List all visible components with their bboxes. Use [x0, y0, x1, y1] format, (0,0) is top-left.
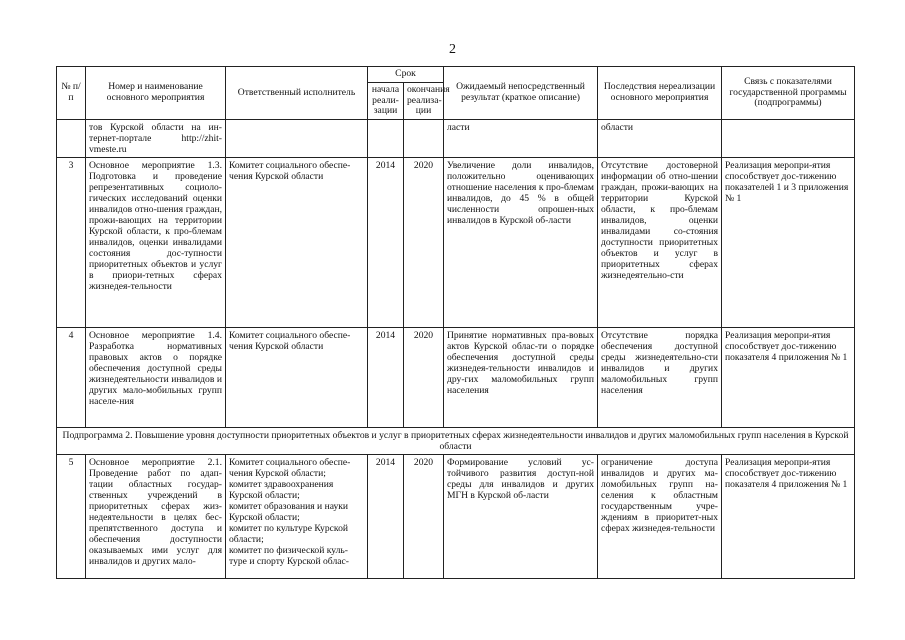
page-number: 2	[449, 42, 456, 57]
header-result: Ожидаемый непосредственный результат (краткое описание)	[444, 67, 598, 120]
subprogram-title: Подпрограмма 2. Повышение уровня доступности приоритетных объектов и услуг в приоритетных сферах жизнедеятельности инвалидов и других маломобильных групп населения в Курской области	[57, 427, 855, 454]
cell-end: 2020	[404, 157, 444, 327]
cell-link: Реализация меропри-ятия способствует дос-тижению показателей 1 и 3 приложения № 1	[722, 157, 855, 327]
cell-no	[57, 119, 86, 157]
header-term: Срок	[368, 67, 444, 83]
table-row	[57, 157, 855, 327]
cell-start: 2014	[368, 327, 404, 427]
cell-end: 2020	[404, 327, 444, 427]
table-row	[57, 454, 855, 578]
cell-result: Увеличение доли инвалидов, положительно оценивающих отношение населения к про-блемам инвалидов, до 45 % в общей численности опрошен-ных инвалидов в Курской об-ласти	[444, 157, 598, 327]
cell-end: 2020	[404, 454, 444, 578]
cell-no: 3	[57, 157, 86, 327]
cell-link: Реализация меропри-ятия способствует дос-тижению показателя 4 приложения № 1	[722, 454, 855, 578]
cell-name: тов Курской области на ин-тернет-портале http://zhit-vmeste.ru	[86, 119, 226, 157]
cell-start: 2014	[368, 157, 404, 327]
cell-consequences: ограничение доступа инвалидов и других ма-ломобильных групп на-селения к областным государственным учре-ждениям в приоритет-ных сферах жизнедея-тельности	[598, 454, 722, 578]
cell-executor: Комитет социального обеспе-чения Курской области	[226, 327, 368, 427]
cell-result: ласти	[444, 119, 598, 157]
cell-start: 2014	[368, 454, 404, 578]
cell-executor: Комитет социального обеспе-чения Курской области	[226, 157, 368, 327]
cell-link	[722, 119, 855, 157]
measures-table	[56, 66, 855, 579]
cell-result: Формирование условий ус-тойчивого развития доступ-ной среды для инвалидов и других МГН в Курской об-ласти	[444, 454, 598, 578]
cell-no: 5	[57, 454, 86, 578]
cell-consequences: области	[598, 119, 722, 157]
header-no: № п/п	[57, 67, 86, 120]
cell-link: Реализация меропри-ятия способствует дос-тижению показателя 4 приложения № 1	[722, 327, 855, 427]
header-end: окончания реализа-ции	[404, 83, 444, 120]
cell-no: 4	[57, 327, 86, 427]
cell-name: Основное мероприятие 2.1. Проведение работ по адап-тации областных государ-ственных учреждений в приоритетных сферах жиз-недеятельности в целях бес-препятственного доступа и обеспечения доступности оказываемых ими услуг для инвалидов и других мало-	[86, 454, 226, 578]
subprogram-row	[57, 427, 855, 454]
header-link: Связь с показателями государственной программы (подпрограммы)	[722, 67, 855, 120]
cell-name: Основное мероприятие 1.3. Подготовка и проведение репрезентативных социоло-гических исследований оценки инвалидов отно-шения граждан, прожи-вающих на территории Курской области, к про-блемам инвалидов, оценки инвалидами состояния дос-тупности приоритетных объектов и услуг в приори-тетных сферах жизнедея-тельности	[86, 157, 226, 327]
header-executor: Ответственный исполнитель	[226, 67, 368, 120]
header-name: Номер и наименование основного мероприятия	[86, 67, 226, 120]
cell-start	[368, 119, 404, 157]
cell-executor: Комитет социального обеспе-чения Курской области; комитет здравоохранения Курской области; комитет образования и науки Курской области; комитет по культуре Курской области; комитет по физической куль-туре и спорту Курской облас-	[226, 454, 368, 578]
header-consequences: Последствия нереализации основного мероприятия	[598, 67, 722, 120]
table-row	[57, 119, 855, 157]
header-start: начала реали-зации	[368, 83, 404, 120]
cell-result: Принятие нормативных пра-вовых актов Курской облас-ти о порядке обеспечения доступной среды жизнедея-тельности инвалидов и дру-гих маломобильных групп населения	[444, 327, 598, 427]
cell-consequences: Отсутствие достоверной информации об отно-шении граждан, прожи-вающих на территории Курской области, к про-блемам инвалидов, оценки инвалидами со-стояния доступности приоритетных объектов и услуг в приоритетных сферах жизнедеятельно-сти	[598, 157, 722, 327]
table-row	[57, 327, 855, 427]
cell-end	[404, 119, 444, 157]
cell-consequences: Отсутствие порядка обеспечения доступной среды жизнедеятельно-сти инвалидов и других маломобильных групп населения	[598, 327, 722, 427]
cell-name: Основное мероприятие 1.4. Разработка нормативных правовых актов о порядке обеспечения доступной среды жизнедеятельности инвалидов и других мало-мобильных групп населе-ния	[86, 327, 226, 427]
cell-executor	[226, 119, 368, 157]
